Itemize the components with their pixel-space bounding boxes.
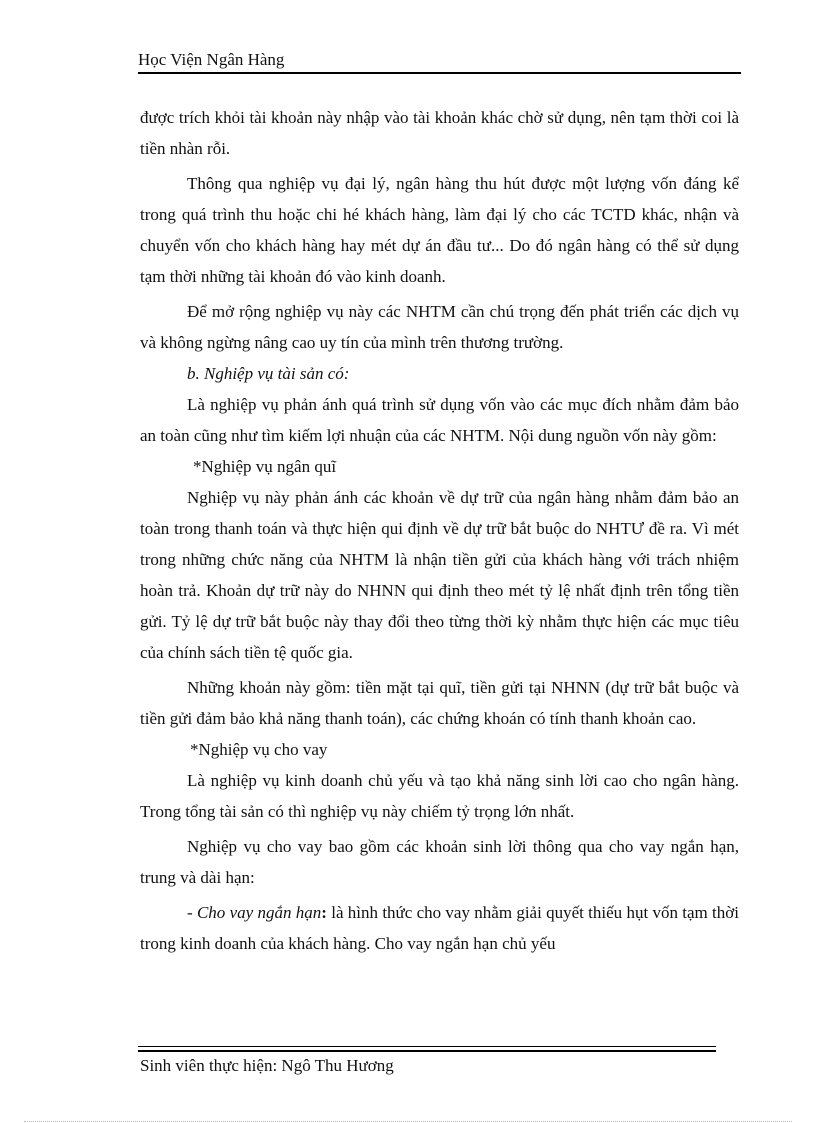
list-dash: - — [187, 903, 197, 922]
footer-author: Sinh viên thực hiện: Ngô Thu Hương — [140, 1056, 394, 1075]
paragraph-6: Những khoản này gồm: tiền mặt tại quĩ, tiền gửi tại NHNN (dự trữ bắt buộc và tiền gửi đảm bảo khả năng thanh toán), các chứng khoán có tính thanh khoản cao. — [140, 678, 739, 728]
term-colon: : — [321, 903, 327, 922]
subheading-treasury: *Nghiệp vụ ngân quĩ — [193, 457, 337, 476]
paragraph-4: Là nghiệp vụ phản ánh quá trình sử dụng vốn vào các mục đích nhằm đảm bảo an toàn cũng như tìm kiếm lợi nhuận của các NHTM. Nội dung nguồn vốn này gồm: — [140, 395, 739, 445]
paragraph-1: được trích khỏi tài khoản này nhập vào tài khoản khác chờ sử dụng, nên tạm thời coi là tiền nhàn rỗi. — [140, 108, 739, 158]
footer-rule-thick — [138, 1050, 716, 1052]
page-edge-divider — [24, 1121, 792, 1122]
footer-rule-thin — [138, 1046, 716, 1047]
page-header — [138, 50, 741, 74]
paragraph-7: Là nghiệp vụ kinh doanh chủ yếu và tạo khả năng sinh lời cao cho ngân hàng. Trong tổng tài sản có thì nghiệp vụ này chiếm tỷ trọng lớn nhất. — [140, 771, 739, 821]
section-heading-assets: b. Nghiệp vụ tài sản có: — [187, 364, 350, 383]
paragraph-8: Nghiệp vụ cho vay bao gồm các khoản sinh lời thông qua cho vay ngắn hạn, trung và dài hạn: — [140, 837, 739, 887]
paragraph-9 — [140, 897, 739, 959]
paragraph-3: Để mở rộng nghiệp vụ này các NHTM cần chú trọng đến phát triển các dịch vụ và không ngừng nâng cao uy tín của mình trên thương trường. — [140, 302, 739, 352]
paragraph-5: Nghiệp vụ này phản ánh các khoản về dự trữ của ngân hàng nhằm đảm bảo an toàn trong thanh toán và thực hiện qui định về dự trữ bắt buộc do NHTƯ đề ra. Vì mét trong những chức năng của NHTM là nhận tiền gửi của khách hàng với trách nhiệm hoàn trả. Khoản dự trữ này do NHNN qui định theo mét tỷ lệ nhất định trên tổng tiền gửi. Tỷ lệ dự trữ bắt buộc này thay đổi theo từng thời kỳ nhằm thực hiện các mục tiêu của chính sách tiền tệ quốc gia. — [140, 488, 739, 662]
paragraph-2: Thông qua nghiệp vụ đại lý, ngân hàng thu hút được một lượng vốn đáng kể trong quá trình thu hoặc chi hé khách hàng, làm đại lý cho các TCTD khác, nhận và chuyển vốn cho khách hàng hay mét dự án đầu tư... Do đó ngân hàng có thể sử dụng tạm thời những tài khoản đó vào kinh doanh. — [140, 174, 739, 286]
document-body — [140, 102, 739, 959]
subheading-lending: *Nghiệp vụ cho vay — [190, 740, 328, 759]
header-title: Học Viện Ngân Hàng — [138, 50, 285, 69]
term-short-term-loan: Cho vay ngắn hạn — [196, 903, 322, 922]
term-definition: là hình thức cho vay nhằm giải quyết thiếu hụt vốn tạm thời trong kinh doanh của khách hàng. Cho vay ngắn hạn chủ yếu — [140, 903, 739, 953]
page-footer — [140, 1055, 716, 1077]
